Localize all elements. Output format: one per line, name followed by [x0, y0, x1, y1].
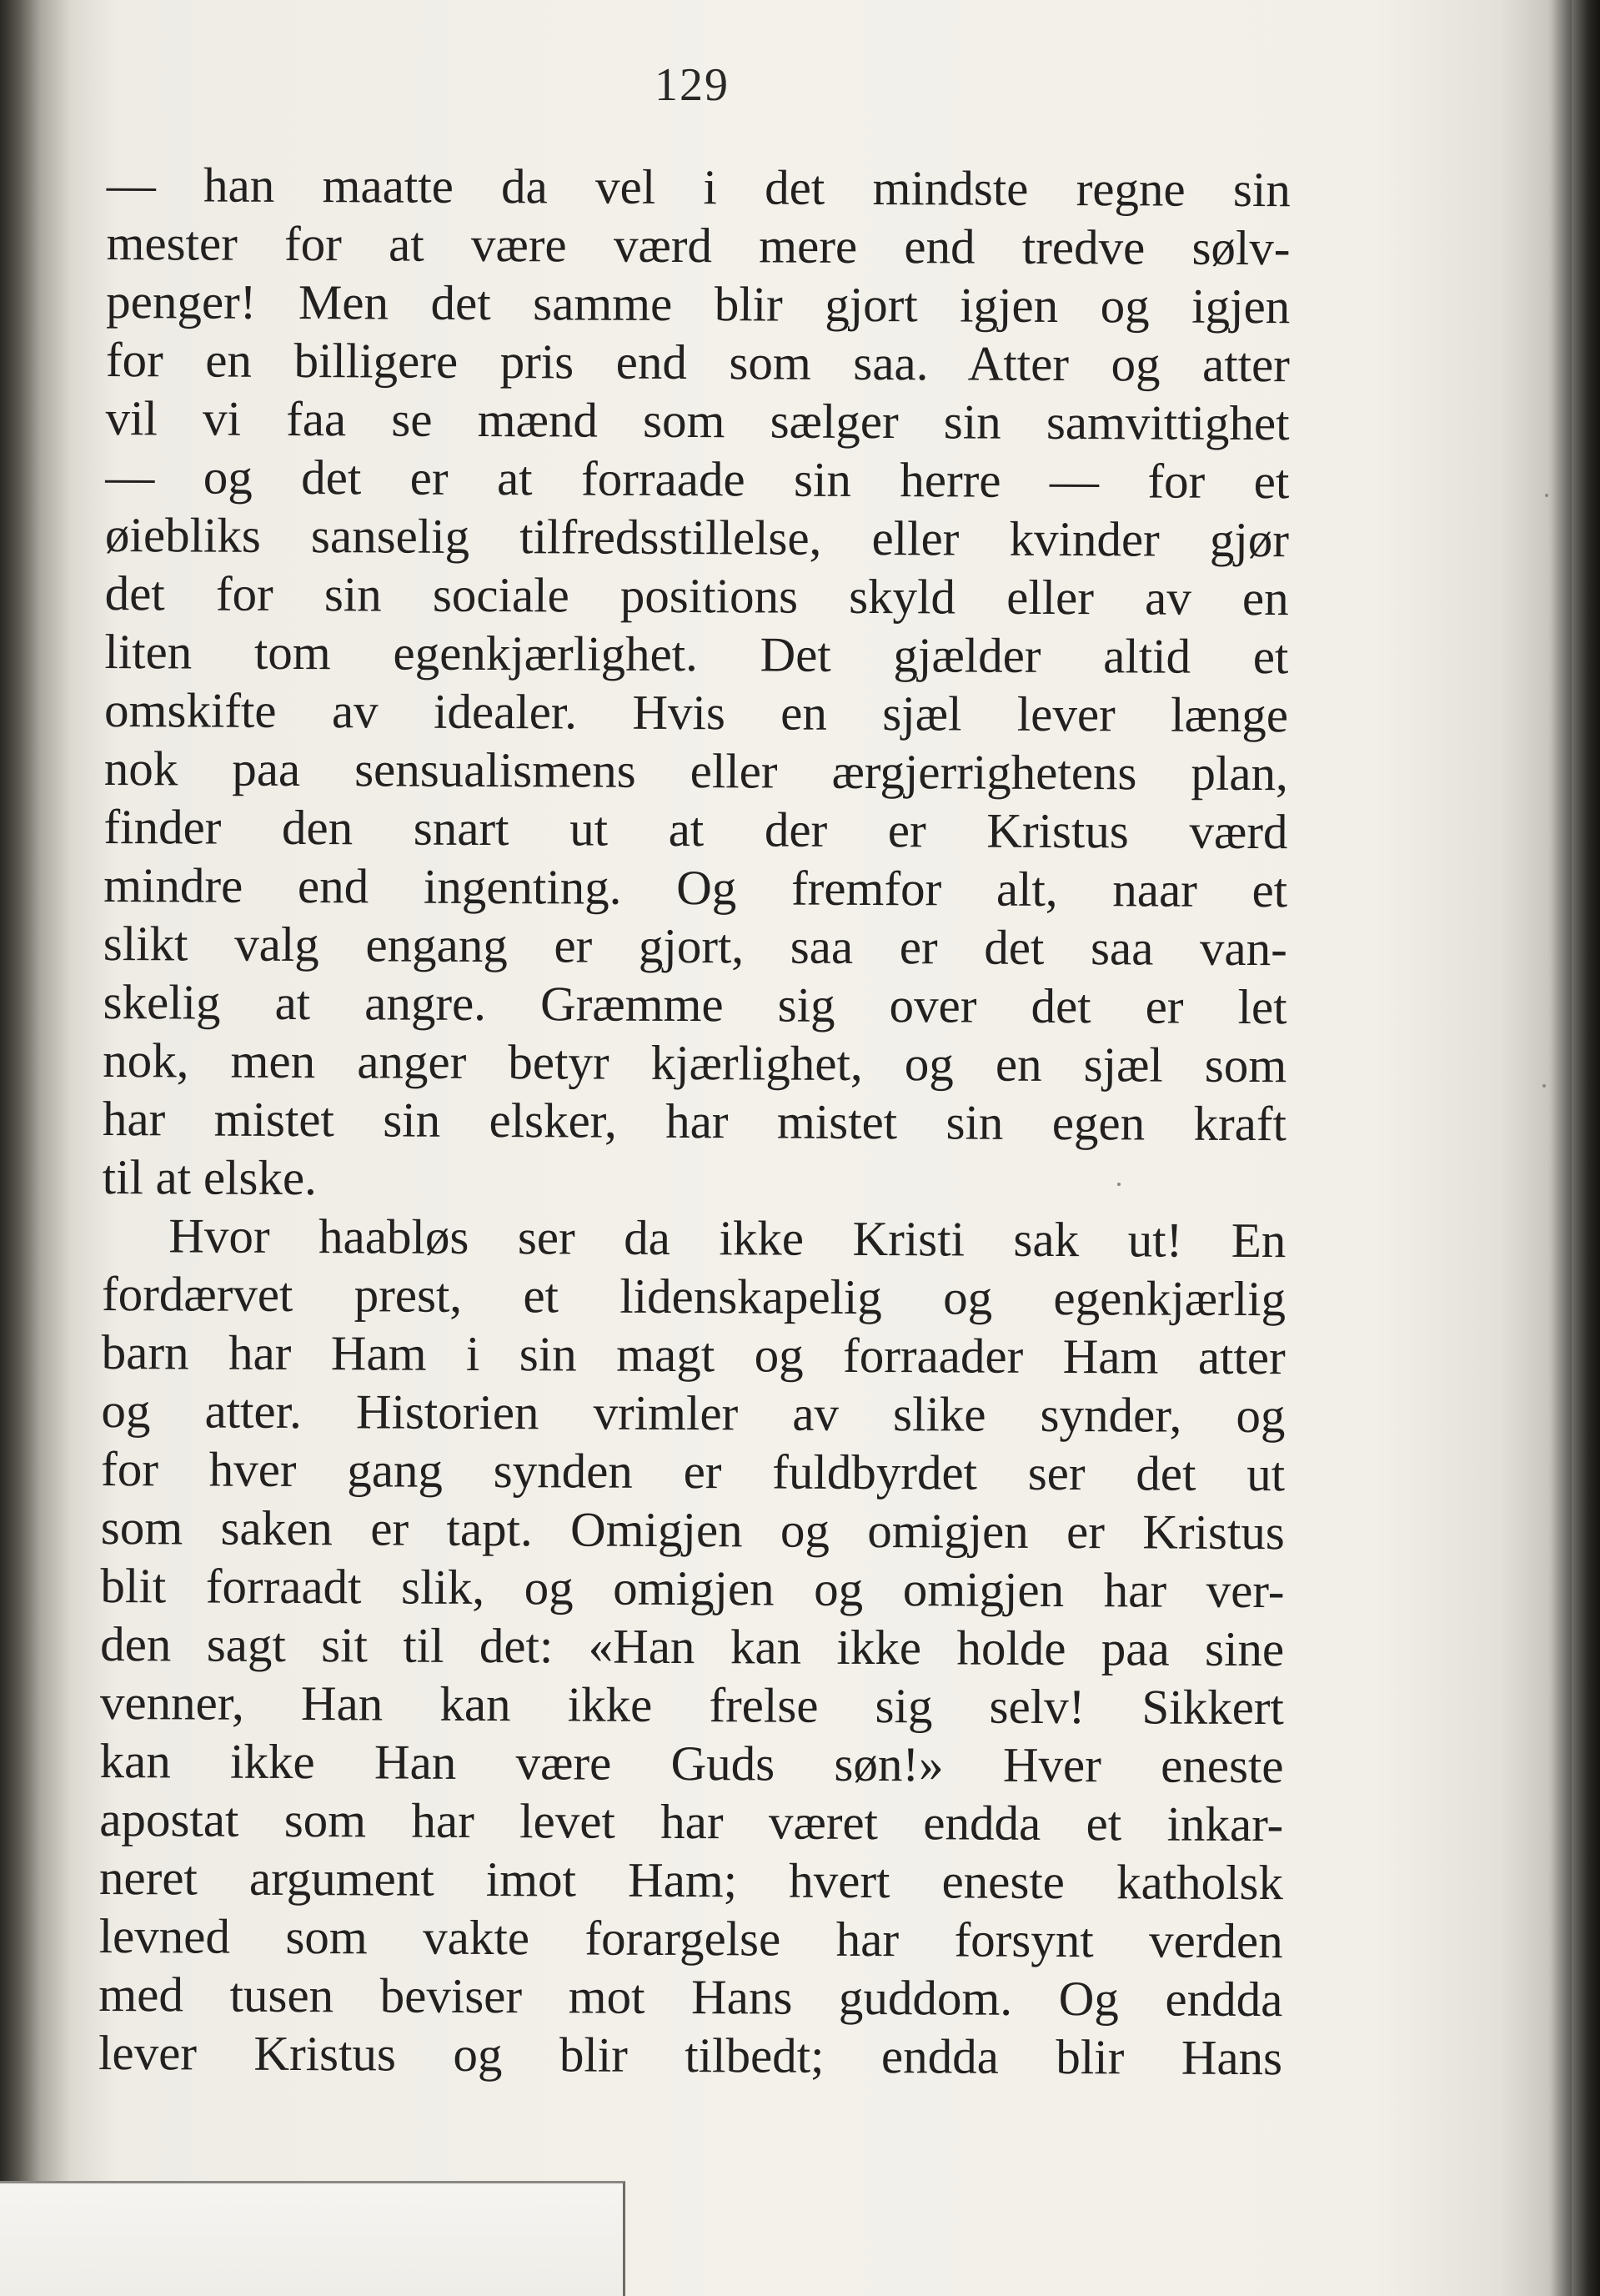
text-line: vil vi faa se mænd som sælger sin samvittighet: [105, 389, 1290, 451]
text-line: lever Kristus og blir tilbedt; endda blir Hans: [98, 2024, 1283, 2086]
text-line: — og det er at forraade sin herre — for et: [105, 448, 1290, 510]
text-line: og atter. Historien vrimler av slike synder, og: [101, 1382, 1286, 1444]
binding-shadow: [1547, 0, 1572, 2296]
text-line: fordærvet prest, et lidenskapelig og egenkjærlig: [101, 1265, 1287, 1327]
text-line: har mistet sin elsker, har mistet sin egen kraft: [102, 1090, 1287, 1152]
text-line: venner, Han kan ikke frelse sig selv! Sikkert: [99, 1674, 1285, 1736]
paragraph-2: [98, 1206, 1287, 2087]
paragraph-1: [103, 155, 1291, 1211]
text-line: neret argument imot Ham; hvert eneste katholsk: [98, 1849, 1284, 1911]
text-line: liten tom egenkjærlighet. Det gjælder altid et: [104, 623, 1289, 685]
text-line: skelig at angre. Græmme sig over det er let: [103, 973, 1287, 1035]
text-line: for hver gang synden er fuldbyrdet ser det ut: [100, 1440, 1286, 1502]
body-text: [98, 155, 1291, 2087]
text-line: den sagt sit til det: «Han kan ikke holde paa sine: [100, 1615, 1285, 1677]
text-line: barn har Ham i sin magt og forraader Ham atter: [101, 1324, 1286, 1385]
paper-speck: [1545, 494, 1548, 497]
text-line: som saken er tapt. Omigjen og omigjen er Kristus: [100, 1499, 1285, 1560]
text-line: mester for at være værd mere end tredve sølv-: [106, 214, 1291, 276]
text-line: omskifte av idealer. Hvis en sjæl lever længe: [103, 681, 1289, 743]
text-line: mindre end ingenting. Og fremfor alt, naar et: [103, 857, 1288, 918]
text-line: med tusen beviser mot Hans guddom. Og endda: [98, 1966, 1283, 2027]
text-line: — han maatte da vel i det mindste regne sin: [106, 156, 1291, 218]
text-line: Hvor haabløs ser da ikke Kristi sak ut! En: [168, 1208, 1287, 1269]
text-line: det for sin sociale positions skyld eller av en: [104, 565, 1289, 626]
paper-speck: [1542, 1084, 1546, 1088]
page-number: 129: [655, 59, 730, 111]
text-line: penger! Men det samme blir gjort igjen og igjen: [106, 273, 1291, 334]
bottom-paper-slip: [0, 2181, 625, 2296]
text-line: levned som vakte forargelse har forsynt verden: [98, 1907, 1283, 1969]
text-line: slikt valg engang er gjort, saa er det saa van-: [103, 915, 1288, 977]
text-line: for en billigere pris end som saa. Atter og atter: [105, 331, 1291, 393]
text-line: apostat som har levet har været endda et inkar-: [99, 1791, 1284, 1852]
text-line: nok paa sensualismens eller ærgjerrighetens plan,: [103, 740, 1288, 801]
text-line: finder den snart ut at der er Kristus værd: [103, 798, 1288, 860]
paper-speck: [1117, 1183, 1121, 1186]
text-line: til at elske.: [102, 1148, 318, 1206]
text-line: nok, men anger betyr kjærlighet, og en sjæl som: [103, 1032, 1287, 1093]
text-line: blit forraadt slik, og omigjen og omigjen har ver-: [100, 1557, 1285, 1619]
text-line: kan ikke Han være Guds søn!» Hver eneste: [99, 1732, 1284, 1794]
text-line: øiebliks sanselig tilfredsstillelse, eller kvinder gjør: [104, 506, 1290, 568]
